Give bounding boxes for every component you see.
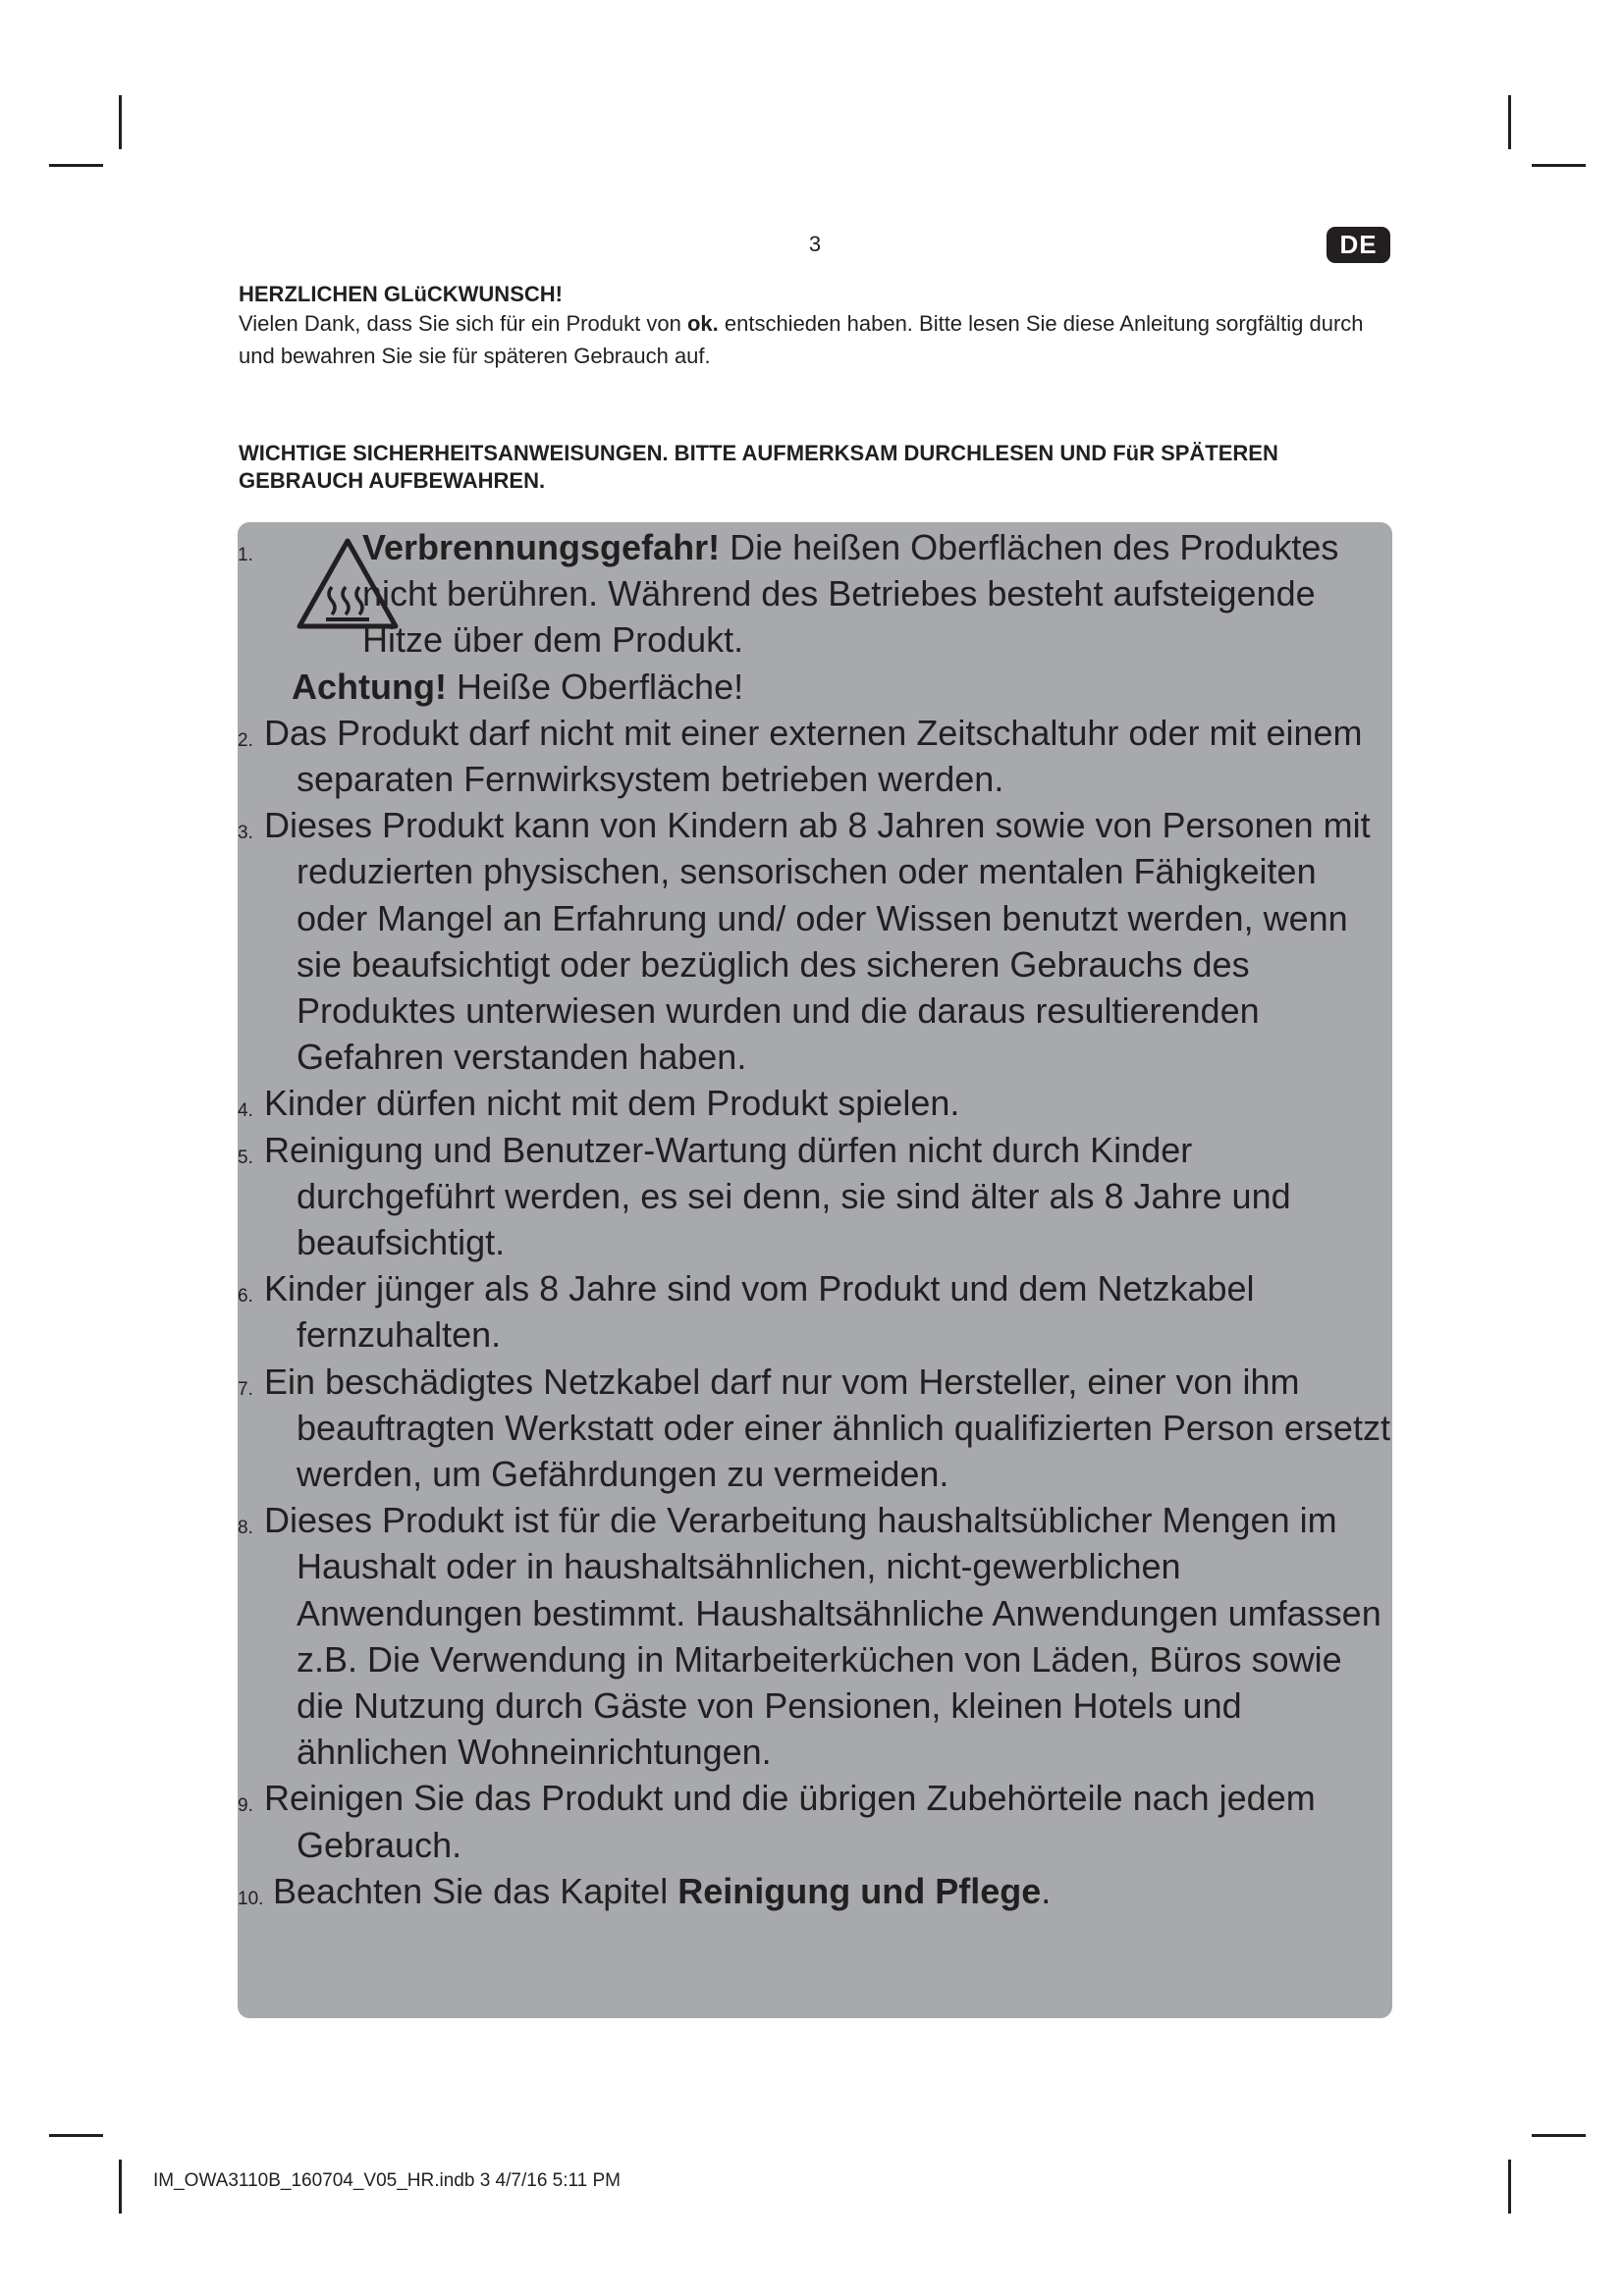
- burn-hazard-label: Verbrennungsgefahr!: [362, 527, 721, 567]
- item-text: Beachten Sie das Kapitel: [273, 1870, 678, 1911]
- item-number: 9.: [238, 1795, 253, 1817]
- item-number: 2.: [238, 729, 253, 751]
- item-text: Kinder jünger als 8 Jahre sind vom Produkt und dem Netzkabel fernzuhalten.: [264, 1268, 1255, 1356]
- item-number: 4.: [238, 1100, 253, 1122]
- safety-list: [238, 524, 1396, 1914]
- caution-label: Achtung!: [292, 666, 447, 707]
- page-number: 3: [808, 232, 822, 256]
- list-item: [238, 524, 1396, 710]
- list-item: [238, 1868, 1396, 1914]
- file-info: IM_OWA3110B_160704_V05_HR.indb 3 4/7/16 5:11 PM: [153, 2170, 622, 2191]
- crop-mark: [1532, 2134, 1586, 2137]
- item-text: Dieses Produkt kann von Kindern ab 8 Jahren sowie von Personen mit reduzierten physischen, sensorischen oder mentalen Fähigkeiten oder Mangel an Erfahrung und/ oder Wissen benutzt werden, wenn sie beaufsichtigt oder bezüglich des sicheren Gebrauchs des Produktes unterwiesen wurden und die daraus resultierenden Gefahren verstanden haben.: [264, 805, 1371, 1078]
- list-item: [238, 1359, 1396, 1498]
- item-text-span: Die heißen Oberflächen des Produktes nicht berühren. Während des Betriebes besteht aufsteigende Hitze über dem Produkt.: [362, 527, 1339, 661]
- crop-mark: [1532, 164, 1586, 167]
- crop-mark: [1508, 95, 1511, 149]
- crop-mark: [1508, 2160, 1511, 2214]
- list-item: [238, 802, 1396, 1080]
- crop-mark: [119, 95, 122, 149]
- caution-text: Heiße Oberfläche!: [446, 666, 744, 707]
- item-text: Reinigen Sie das Produkt und die übrigen Zubehörteile nach jedem Gebrauch.: [264, 1778, 1316, 1865]
- brand-name: ok.: [686, 311, 719, 336]
- list-item: [238, 1775, 1396, 1867]
- item-number: 1.: [238, 545, 253, 565]
- item-number: 5.: [238, 1147, 253, 1168]
- item-text: [238, 524, 1396, 664]
- crop-mark: [119, 2160, 122, 2214]
- item-number: 7.: [238, 1378, 253, 1400]
- intro-paragraph: [239, 307, 1397, 372]
- item-text: Kinder dürfen nicht mit dem Produkt spielen.: [264, 1083, 960, 1124]
- list-item: [238, 710, 1396, 802]
- item-text-end: .: [1041, 1870, 1052, 1911]
- intro-text: Vielen Dank, dass Sie sich für ein Produkt von: [239, 311, 687, 336]
- congratulations-title: HERZLICHEN GLüCKWUNSCH!: [239, 282, 563, 306]
- list-item: [238, 1497, 1396, 1775]
- chapter-reference: Reinigung und Pflege: [677, 1870, 1042, 1911]
- item-text: Reinigung und Benutzer-Wartung dürfen nicht durch Kinder durchgeführt werden, es sei denn, sie sind älter als 8 Jahre und beaufsichtigt.: [264, 1129, 1291, 1263]
- item-number: 8.: [238, 1518, 253, 1539]
- crop-mark: [49, 2134, 103, 2137]
- item-number: 10.: [238, 1888, 264, 1909]
- safety-heading: WICHTIGE SICHERHEITSANWEISUNGEN. BITTE AUFMERKSAM DURCHLESEN UND FüR SPÄTEREN GEBRAUCH AUFBEWAHREN.: [239, 441, 1278, 493]
- item-number: 3.: [238, 823, 253, 844]
- list-item: [238, 1080, 1396, 1126]
- list-item: [238, 1265, 1396, 1358]
- intro-text: entschieden haben. Bitte lesen Sie diese Anleitung sorgfältig durch und bewahren Sie sie für späteren Gebrauch auf.: [239, 311, 1364, 368]
- item-text: Dieses Produkt ist für die Verarbeitung haushaltsüblicher Mengen im Haushalt oder in haushaltsähnlichen, nicht-gewerblichen Anwendungen bestimmt. Haushaltsähnliche Anwendungen umfassen z.B. Die Verwendung in Mitarbeiterküchen von Läden, Büros sowie die Nutzung durch Gäste von Pensionen, kleinen Hotels und ähnlichen Wohneinrichtungen.: [264, 1500, 1381, 1773]
- caution-line: [292, 664, 1396, 710]
- crop-mark: [49, 164, 103, 167]
- item-text: Das Produkt darf nicht mit einer externen Zeitschaltuhr oder mit einem separaten Fernwirksystem betrieben werden.: [264, 712, 1363, 800]
- item-text: Ein beschädigtes Netzkabel darf nur vom Hersteller, einer von ihm beauftragten Werkstatt oder einer ähnlich qualifizierten Person ersetzt werden, um Gefährdungen zu vermeiden.: [264, 1361, 1390, 1495]
- list-item: [238, 1127, 1396, 1266]
- language-badge: DE: [1326, 227, 1390, 263]
- item-number: 6.: [238, 1286, 253, 1308]
